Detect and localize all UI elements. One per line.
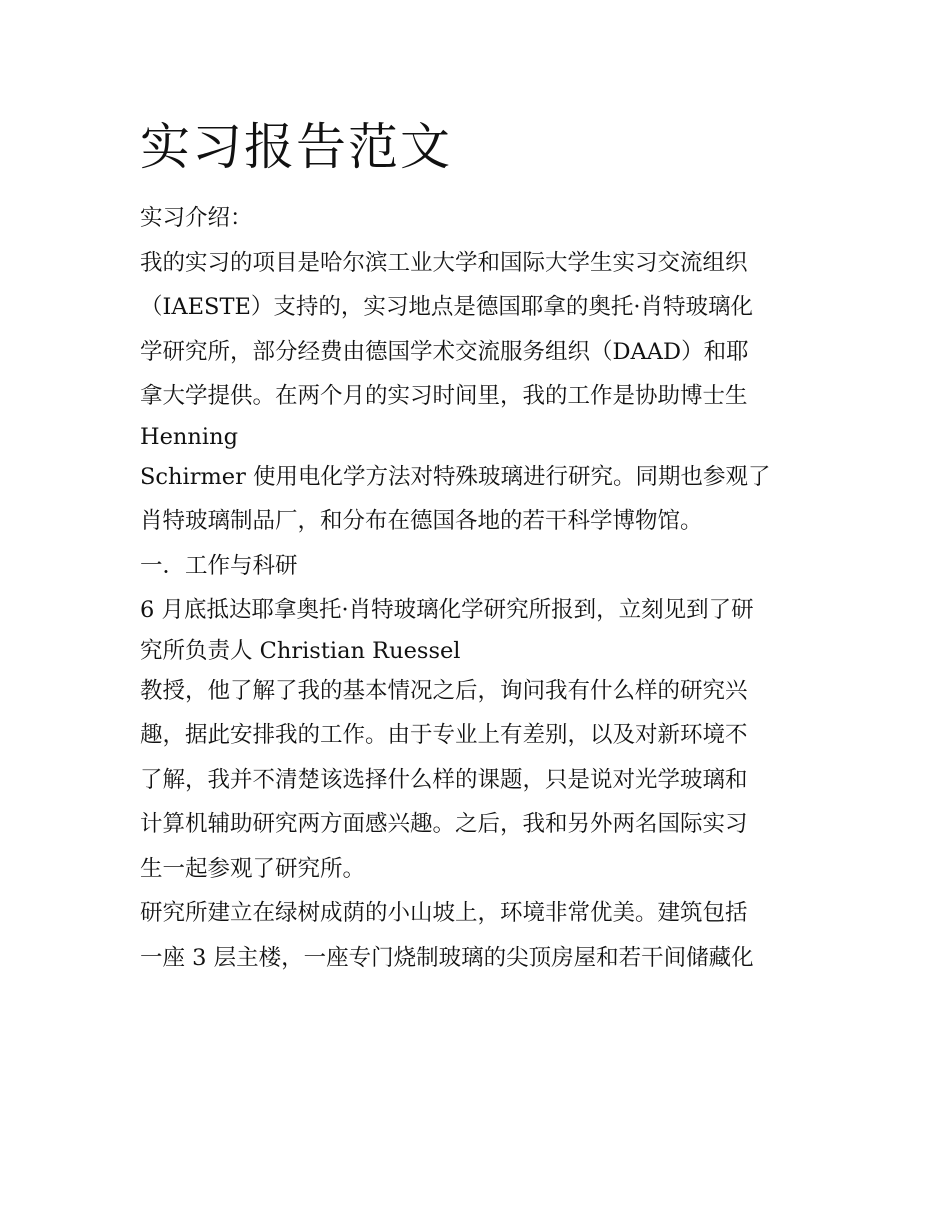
paragraph-line: Henning	[140, 423, 239, 450]
paragraph-line: Schirmer 使用电化学方法对特殊玻璃进行研究。同期也参观了	[140, 463, 771, 490]
paragraph-line: 究所负责人 Christian Ruessel	[140, 637, 461, 664]
document-body	[140, 112, 820, 980]
paragraph-line: 肖特玻璃制品厂，和分布在德国各地的若干科学博物馆。	[140, 508, 703, 534]
paragraph-line: 生一起参观了研究所。	[140, 855, 366, 882]
paragraph-line: 了解，我并不清楚该选择什么样的课题，只是说对光学玻璃和	[140, 766, 748, 793]
paragraph-line: 拿大学提供。在两个月的实习时间里，我的工作是协助博士生	[140, 383, 748, 409]
paragraph-line: 一座 3 层主楼，一座专门烧制玻璃的尖顶房屋和若干间储藏化	[140, 944, 754, 971]
document-title: 实习报告范文	[140, 118, 452, 176]
paragraph-line: 计算机辅助研究两方面感兴趣。之后，我和另外两名国际实习	[140, 811, 748, 837]
paragraph-line: 趣，据此安排我的工作。由于专业上有差别，以及对新环境不	[140, 722, 748, 748]
paragraph-line: （IAESTE）支持的，实习地点是德国耶拿的奥托·肖特玻璃化	[140, 294, 754, 320]
paragraph-line: 我的实习的项目是哈尔滨工业大学和国际大学生实习交流组织	[140, 249, 748, 276]
section-heading-work: 一．工作与科研	[140, 552, 298, 579]
section-label-intro: 实习介绍：	[140, 205, 253, 231]
paragraph-line: 教授，他了解了我的基本情况之后，询问我有什么样的研究兴	[140, 677, 748, 704]
paragraph-line: 6 月底抵达耶拿奥托·肖特玻璃化学研究所报到，立刻见到了研	[140, 597, 754, 623]
paragraph-line: 研究所建立在绿树成荫的小山坡上，环境非常优美。建筑包括	[140, 900, 748, 926]
paragraph-line: 学研究所，部分经费由德国学术交流服务组织（DAAD）和耶	[140, 338, 749, 365]
